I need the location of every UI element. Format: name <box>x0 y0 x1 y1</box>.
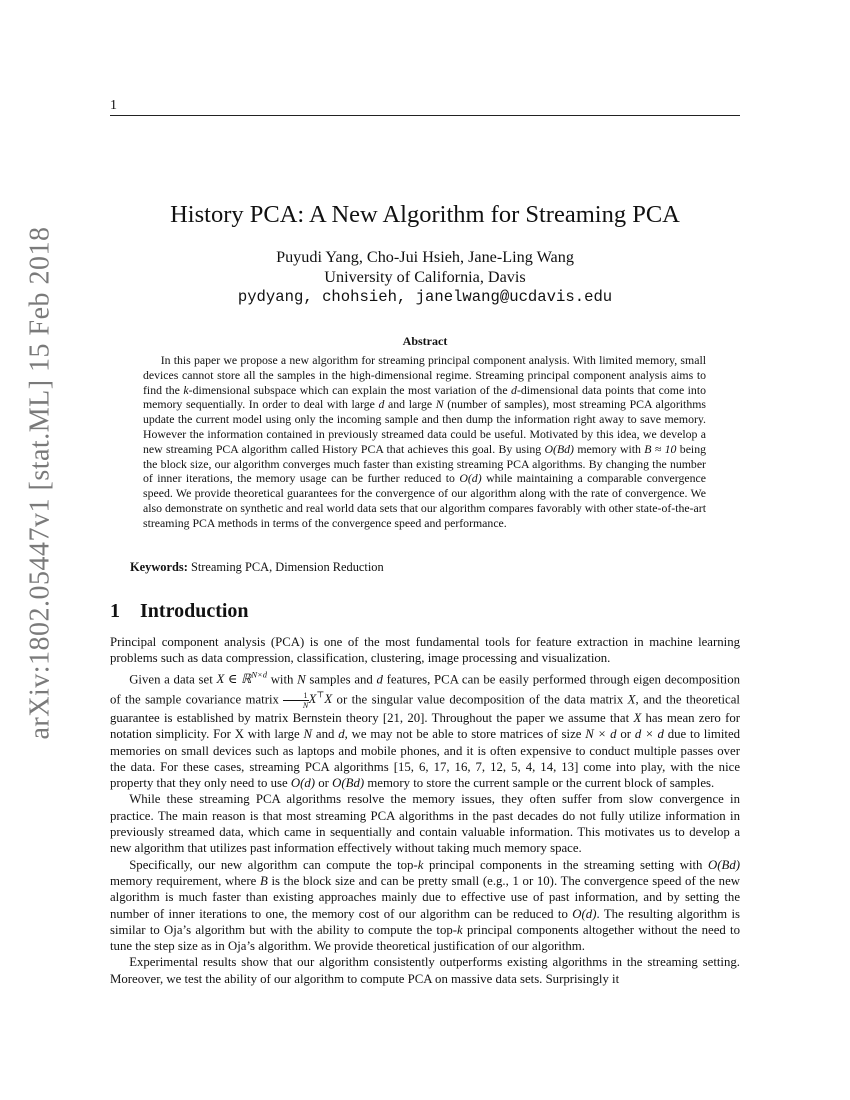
keywords-text: Streaming PCA, Dimension Reduction <box>190 560 384 574</box>
math-d: d <box>338 727 345 742</box>
abstract-text-part: being the block size, our algorithm converges much faster than existing streaming PCA algorithms. By changing the number of inner iterations, the memory usage can be further reduced to <box>143 441 707 486</box>
math-block-size: B ≈ 10 <box>644 441 677 456</box>
text-part: due to limited memories on small devices such as laptops and mobile phones, and it is often expensive to conduct multiple passes over the data. For these cases, streaming PCA algorithms [15, 6, 17, 16, 7, 12, 5, 4, 14, 13] come into play, with the nice property that they only need to use <box>110 727 741 791</box>
text-part: memory to store the current sample or the current block of samples. <box>367 776 715 791</box>
math-dataset-base: X ∈ ℝ <box>216 671 252 686</box>
section-heading <box>110 599 249 623</box>
page-number: 1 <box>110 98 117 113</box>
paragraph <box>110 857 740 955</box>
text-part: principal components altogether without the need to tune the step size as in Oja’s algorithm. We provide theoretical justification of our algorithm. <box>110 922 741 954</box>
text-part: principal components in the streaming setting with <box>428 857 703 872</box>
text-part: and <box>315 727 335 742</box>
math-x: X <box>324 692 333 707</box>
math-n: N <box>303 727 313 742</box>
text-part: or the singular value decomposition of the data matrix <box>336 692 624 707</box>
author-emails: pydyang, chohsieh, janelwang@ucdavis.edu <box>237 288 613 306</box>
abstract-text <box>143 353 706 531</box>
math-memory: O(d) <box>459 471 482 486</box>
math-covariance <box>309 692 333 706</box>
math-k: k <box>457 922 463 937</box>
text-part: has mean zero for notation simplicity. For X with large <box>110 710 741 742</box>
math-dataset-sup: N×d <box>251 669 267 680</box>
math-memory: O(d) <box>290 776 316 791</box>
paper-title: History PCA: A New Algorithm for Streaming PCA <box>170 201 680 228</box>
abstract-text-part: -dimensional data points that come into memory sequentially. In order to deal with large <box>143 382 707 412</box>
paragraph: Principal component analysis (PCA) is one of the most fundamental tools for feature extraction in machine learning problems such as data compression, classification, clustering, image processing and visualization. <box>110 635 740 666</box>
abstract-text-part: -dimensional subspace which can explain the most variation of the <box>188 382 508 397</box>
text-part: is the block size and can be pretty small (e.g., 1 or 10). The convergence speed of the new algorithm is much faster than existing approaches mainly due to effective use of past information, and by setting the number of inner iterations to one, the memory cost of our algorithm can be reduced to <box>110 873 740 921</box>
math-size: N × d <box>585 727 617 742</box>
text-part: features, PCA can be easily performed through eigen decomposition of the sample covariance matrix <box>110 671 740 707</box>
arxiv-stamp-text: arXiv:1802.05447v1 [stat.ML] 15 Feb 2018 <box>24 225 56 740</box>
math-size: d × d <box>634 727 664 742</box>
math-d: d <box>376 671 383 686</box>
math-n: N <box>297 671 306 686</box>
math-k: k <box>183 382 189 397</box>
math-x: X <box>308 692 317 707</box>
paragraph: While these streaming PCA algorithms resolve the memory issues, they often suffer from slow convergence in practice. The main reason is that most streaming PCA algorithms in the past decades do not fully utilize information in previously streamed data, which came in sequentially and contain valuable information. This motivates us to develop a new algorithm that utilizes past information effectively without taking much memory space. <box>110 792 740 856</box>
abstract-text-part: and large <box>388 397 433 412</box>
math-memory: O(Bd) <box>544 441 574 456</box>
keywords-label: Keywords: <box>130 560 188 574</box>
text-part: memory requirement, where <box>110 873 257 888</box>
text-part: samples and <box>309 671 373 686</box>
math-memory: O(d) <box>572 906 597 921</box>
text-part: , we may not be able to store matrices of size <box>344 727 582 742</box>
text-part: or <box>318 776 329 791</box>
keywords <box>130 559 384 575</box>
math-d: d <box>378 397 385 412</box>
abstract-text-part: memory with <box>577 441 641 456</box>
affiliation: University of California, Davis <box>324 268 526 286</box>
math-x: X <box>627 692 636 707</box>
math-memory: O(Bd) <box>332 776 365 791</box>
paragraph: Experimental results show that our algorithm consistently outperforms existing algorithms in the streaming setting. Moreover, we test the ability of our algorithm to compute PCA on massive data sets. Surprisingly it <box>110 955 740 986</box>
text-part: or <box>620 727 631 742</box>
abstract-text-part: In this paper we propose a new algorithm for streaming principal component analysis. With limited memory, small devices cannot store all the samples in the high-dimensional regime. Streaming principal component analysis aims to find the <box>143 353 706 397</box>
abstract-heading: Abstract <box>402 334 448 348</box>
math-transpose: ⊤ <box>316 690 325 701</box>
section-number: 1 <box>110 600 120 622</box>
text-part: Specifically, our new algorithm can compute the top- <box>129 857 418 872</box>
math-d: d <box>511 382 517 397</box>
authors: Puyudi Yang, Cho-Jui Hsieh, Jane-Ling Wang <box>276 248 574 266</box>
abstract-text-part: (number of samples), most streaming PCA algorithms update the current model using only the incoming sample and then dump the information right away to save memory. However the information contained in previously streamed data could be useful. Motivated by this idea, we develop a new streaming PCA algorithm called History PCA that achieves this goal. By using <box>143 397 706 456</box>
fraction-numerator: 1 <box>283 691 308 701</box>
math-x: X <box>633 710 642 725</box>
text-part: Given a data set <box>129 671 213 686</box>
math-memory: O(Bd) <box>708 857 740 872</box>
paragraph <box>110 667 740 792</box>
arxiv-stamp <box>23 225 58 740</box>
body-text <box>110 634 740 987</box>
header-rule <box>110 115 740 116</box>
math-fraction <box>283 691 308 710</box>
fraction-denominator: N <box>302 700 309 710</box>
text-part: , and the theoretical guarantee is established by matrix Bernstein theory [21, 20]. Throughout the paper we assume that <box>110 692 740 725</box>
abstract-body <box>143 353 706 531</box>
math-n: N <box>435 397 444 412</box>
math-k: k <box>417 857 424 872</box>
math-b: B <box>259 873 268 888</box>
abstract-text-part: while maintaining a comparable convergence speed. We provide theoretical guarantees for the convergence of our algorithm along with the rate of convergence. We also demonstrate on synthetic and real world data sets that our algorithm compares favorably with other state-of-the-art streaming PCA methods in terms of the convergence speed and performance. <box>143 471 706 530</box>
text-part: with <box>270 671 294 686</box>
section-title: Introduction <box>140 600 249 622</box>
math-dataset <box>216 669 267 686</box>
text-part: . The resulting algorithm is similar to Oja’s algorithm but with the ability to compute the top- <box>110 906 740 937</box>
